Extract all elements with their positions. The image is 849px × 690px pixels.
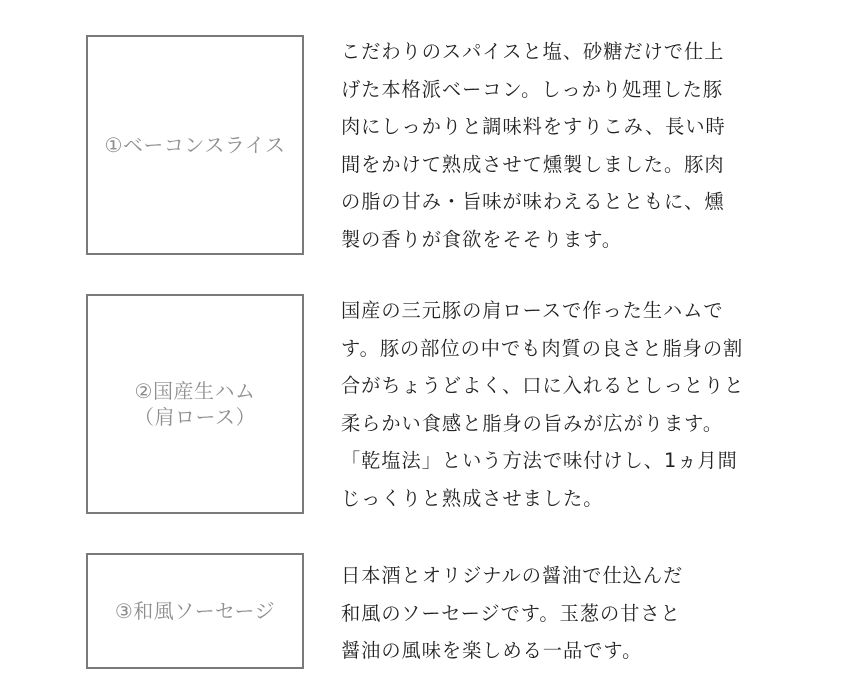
description-line: す。豚の部位の中でも肉質の良さと脂身の割 <box>341 336 744 360</box>
product-image-placeholder <box>86 553 304 669</box>
product-image-placeholder <box>86 35 304 255</box>
description-line: 肉にしっかりと調味料をすりこみ、長い時 <box>341 115 726 138</box>
description-line: 合がちょうどよく、口に入れるとしっとりと <box>341 374 745 397</box>
description-line: 柔らかい食感と脂身の旨みが広がります。 <box>341 411 724 435</box>
description-line: 和風のソーセージです。玉葱の甘さと <box>341 601 681 625</box>
description-line: 国産の三元豚の肩ロースで作った生ハムで <box>341 299 724 322</box>
description-line: 「乾塩法」という方法で味付けし、1ヵ月間 <box>341 449 738 472</box>
description-line: 間をかけて熟成させて燻製しました。豚肉 <box>341 152 725 176</box>
description-line: 製の香りが食欲をそそります。 <box>341 227 623 251</box>
product-image-label <box>115 598 275 624</box>
description-line: げた本格派ベーコン。しっかり処理した豚 <box>341 77 724 101</box>
description-line: 醤油の風味を楽しめる一品です。 <box>341 639 643 662</box>
description-line: こだわりのスパイスと塩、砂糖だけで仕上 <box>341 40 725 63</box>
product-label-line: ②国産生ハム <box>134 379 256 403</box>
product-image-placeholder <box>86 294 304 514</box>
product-description <box>341 33 771 258</box>
product-label-line: ③和風ソーセージ <box>114 599 276 623</box>
description-line: じっくりと熟成させました。 <box>341 486 604 510</box>
description-line: の脂の甘み・旨味が味わえるとともに、燻 <box>341 190 725 213</box>
product-image-label <box>104 132 285 158</box>
product-label-line: ①ベーコンスライス <box>104 133 286 157</box>
product-description <box>341 557 771 670</box>
product-label-line: （肩ロース） <box>134 405 256 429</box>
product-description <box>341 292 771 517</box>
description-line: 日本酒とオリジナルの醤油で仕込んだ <box>341 564 684 587</box>
product-image-label <box>134 378 256 430</box>
